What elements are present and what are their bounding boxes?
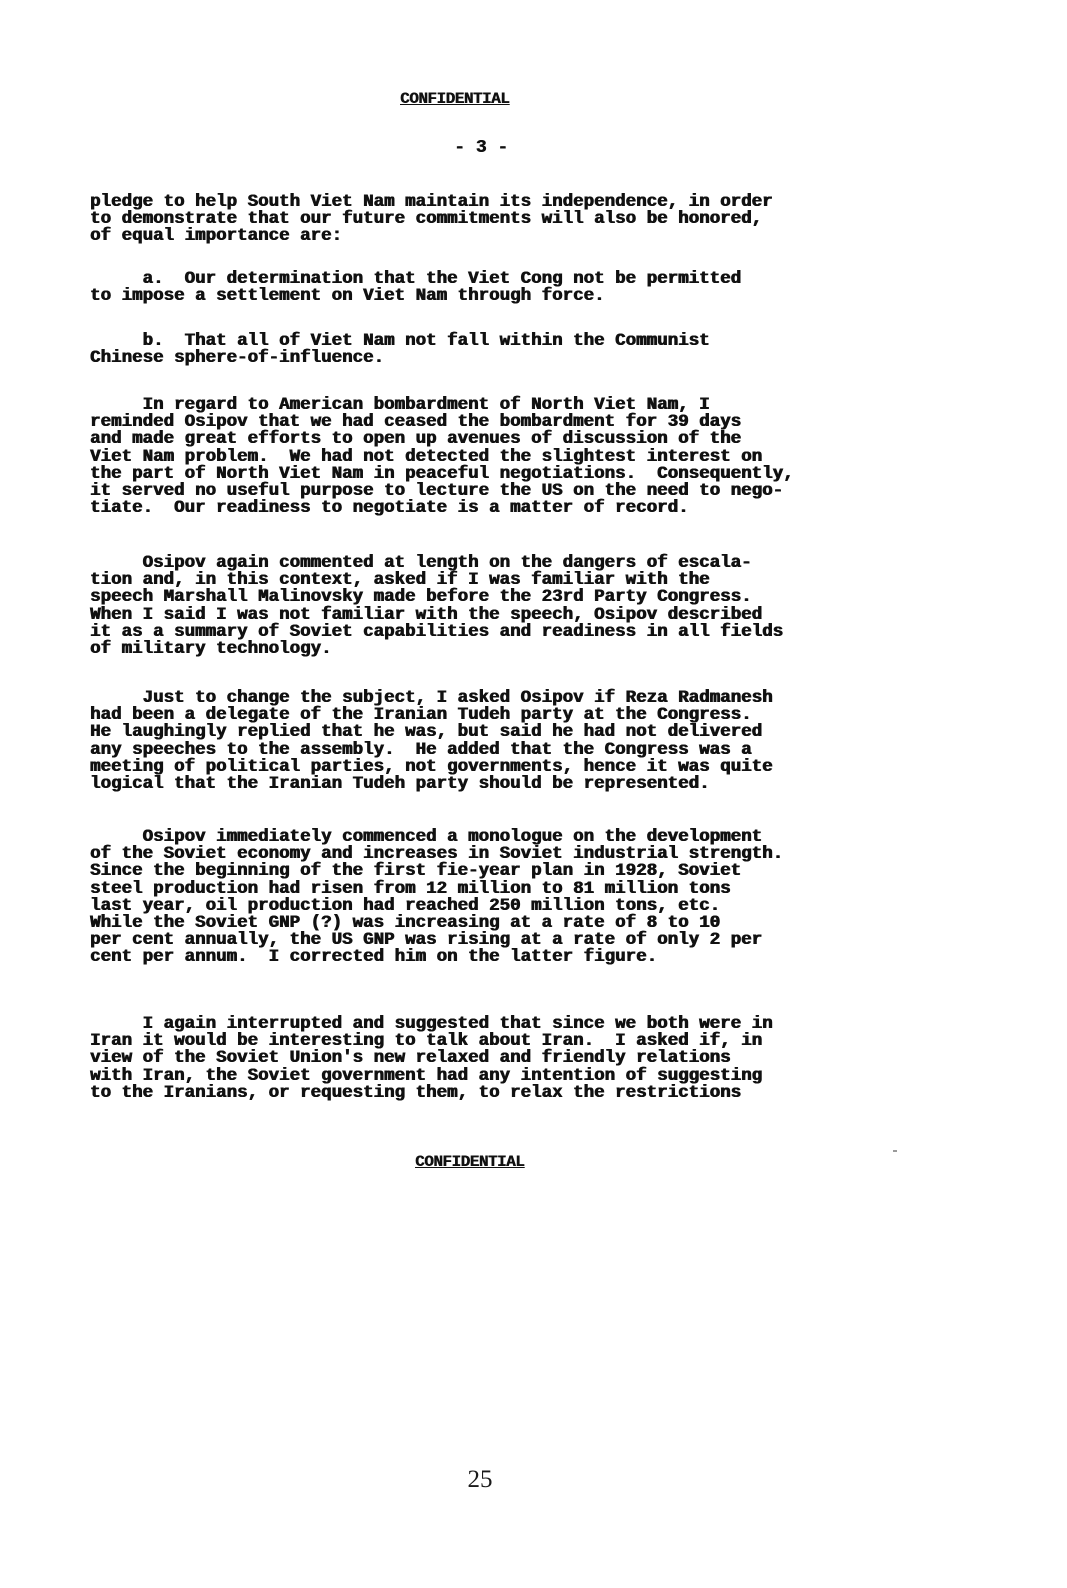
paragraph-pledge xyxy=(90,194,880,246)
paragraph-item-a xyxy=(90,271,880,305)
paragraph-text: b. That all of Viet Nam not fall within the Communist Chinese sphere-of-influence. xyxy=(90,331,710,369)
paragraph-bombardment xyxy=(90,397,880,517)
paragraph-text: In regard to American bombardment of North Viet Nam, I reminded Osipov that we had ceased the bombardment for 39 days and made great efforts to open up avenues of discussion of the Viet Nam problem. We had not detected the slightest interest on the part of North Viet Nam in peaceful negotiations. Consequently, it served no useful purpose to lecture the US on the need to nego- tiate. Our readiness to negotiate is a matter of record. xyxy=(90,395,794,519)
paragraph-text: a. Our determination that the Viet Cong not be permitted to impose a settlement on Viet Nam through force. xyxy=(90,269,742,307)
paragraph-iran xyxy=(90,1016,880,1102)
paragraph-item-b xyxy=(90,333,880,367)
paragraph-soviet-economy xyxy=(90,829,880,967)
footer-classification-marking: CONFIDENTIAL xyxy=(415,1153,525,1171)
scan-artifact-speck xyxy=(893,1150,897,1152)
page-number: 25 xyxy=(467,1466,493,1493)
paragraph-text: Osipov again commented at length on the dangers of escala- tion and, in this context, asked if I was familiar with the speech Marshall Malinovsky made before the 23rd Party Congress. When I said I was not familiar with the speech, Osipov described it as a summary of Soviet capabilities and readiness in all fields of military technology. xyxy=(90,553,784,660)
paragraph-tudeh-party xyxy=(90,690,880,793)
paragraph-text: Osipov immediately commenced a monologue on the development of the Soviet economy and increases in Soviet industrial strength. Since the beginning of the first fie-year plan in 1928, Soviet steel production had risen from 12 million to 81 million tons last year, oil production had reached 250 million tons, etc. While the Soviet GNP (?) was increasing at a rate of 8 to 10 per cent annually, the US GNP was rising at a rate of only 2 per cent per annum. I corrected him on the latter figure. xyxy=(90,827,784,968)
paragraph-text: I again interrupted and suggested that since we both were in Iran it would be interesting to talk about Iran. I asked if, in view of the Soviet Union's new relaxed and friendly relations with Iran, the Soviet government had any intention of suggesting to the Iranians, or requesting them, to relax the restrictions xyxy=(90,1014,773,1103)
paragraph-escalation xyxy=(90,555,880,658)
paragraph-text: Just to change the subject, I asked Osipov if Reza Radmanesh had been a delegate of the Iranian Tudeh party at the Congress. He laughingly replied that he was, but said he had not delivered any speeches to the assembly. He added that the Congress was a meeting of political parties, not governments, hence it was quite logical that the Iranian Tudeh party should be represented. xyxy=(90,688,773,795)
header-classification-marking: CONFIDENTIAL xyxy=(400,90,510,108)
typed-page-marker: - 3 - xyxy=(453,138,508,158)
paragraph-text: pledge to help South Viet Nam maintain its independence, in order to demonstrate that our future commitments will also be honored, of equal importance are: xyxy=(90,192,773,247)
